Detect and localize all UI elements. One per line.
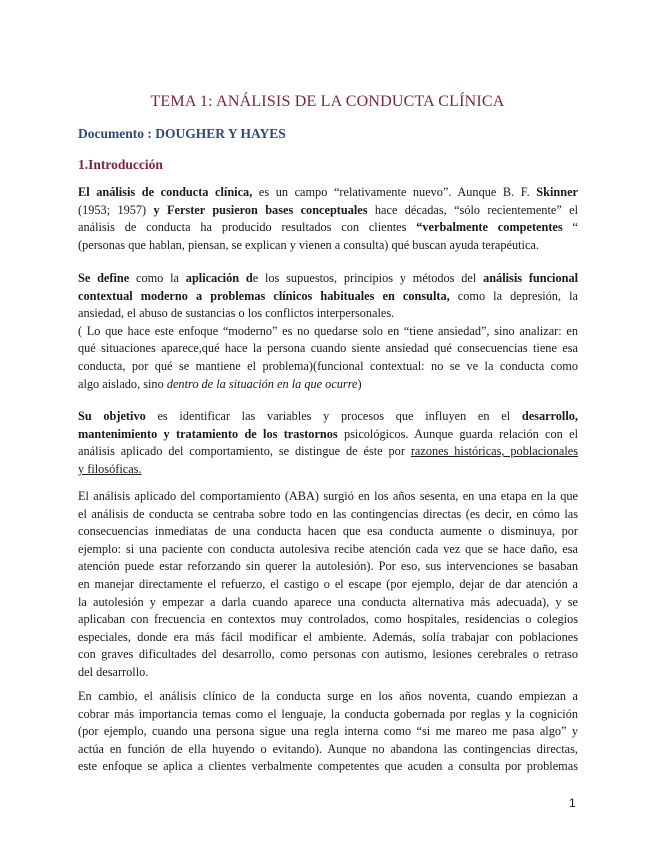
text-line: y filosóficas. — [78, 461, 142, 476]
text-line: (por ejemplo, cuando una persona sigue una regla interna como “si me mareo me pasa algo” y — [78, 724, 578, 739]
text-line: aplicaban con frecuencia en contextos muy controlados, como hospitales, residencias o colegios — [78, 612, 578, 627]
text-line: este enfoque se aplica a clientes verbalmente competentes que acuden a consulta por problemas — [78, 759, 578, 774]
text-line: consecuencias inmediatas de una conducta hacen que esa conducta aumente o disminuya, por — [78, 524, 578, 539]
text-line: Se define como la aplicación de los supuestos, principios y métodos del análisis funcional — [78, 271, 579, 285]
text-line: atención puede estar reforzando sin querer la autolesión). Por eso, sus intervenciones se basaban — [78, 559, 578, 574]
text-line: qué situaciones aparece,qué hace la persona cuando siente ansiedad qué consecuencias tiene esa — [78, 341, 578, 356]
paragraph-clinical — [78, 688, 578, 776]
text-line: ( Lo que hace este enfoque “moderno” es no quedarse solo en “tiene ansiedad”, sino analizar: en — [78, 323, 578, 338]
text-line: El análisis de conducta clínica, es un campo “relativamente nuevo”. Aunque B. F. Skinner — [78, 185, 578, 199]
page-number: 1 — [569, 796, 576, 810]
text-line: (1953; 1957) y Ferster pusieron bases conceptuales hace décadas, “sólo recientemente” el — [78, 202, 578, 217]
text-line: el análisis de conducta se centraba sobre todo en las contingencias directas (es decir, en cómo las — [78, 506, 578, 521]
paragraph-aba — [78, 488, 578, 682]
text-line: Su objetivo es identificar las variables y procesos que influyen en el desarrollo, — [78, 409, 578, 423]
text-line: análisis de conducta ha producido resultados con clientes “verbalmente competentes “ — [78, 220, 578, 235]
text-line: con graves dificultades del desarrollo, como personas con autismo, lesiones cerebrales o retraso — [78, 647, 578, 662]
text-line: conducta, por qué se mantiene el problema)(funcional contextual: no se ve la conducta como — [78, 358, 578, 373]
paragraph-objective — [78, 408, 578, 478]
text-line: El análisis aplicado del comportamiento (ABA) surgió en los años sesenta, en una etapa en la que — [78, 489, 578, 503]
text-line: del desarrollo. — [78, 664, 149, 679]
text-line: En cambio, el análisis clínico de la conducta surge en los años noventa, cuando empiezan a — [78, 689, 578, 703]
text-line: ansiedad, el abuso de sustancias o los conflictos interpersonales. — [78, 306, 395, 321]
page-title: TEMA 1: ANÁLISIS DE LA CONDUCTA CLÍNICA — [150, 93, 505, 110]
text-line: cobrar más importancia temas como el lenguaje, la conducta gobernada por reglas y la cognición — [78, 706, 578, 721]
text-line: especiales, donde era más fácil modificar el ambiente. Además, solía trabajar con poblaciones — [78, 629, 578, 644]
document-reference: Documento : DOUGHER Y HAYES — [78, 126, 286, 141]
text-line: análisis aplicado del comportamiento, se distingue de éste por razones históricas, poblacionales — [78, 444, 579, 459]
paragraph-intro — [78, 184, 578, 254]
text-line: mantenimiento y tratamiento de los trastornos psicológicos. Aunque guarda relación con el — [78, 426, 578, 441]
paragraph-definition — [78, 270, 578, 393]
text-line: (personas que hablan, piensan, se explican y vienen a consulta) qué buscan ayuda terapéutica. — [78, 237, 539, 252]
text-line: ejemplo: si una paciente con conducta autolesiva recibe atención cada vez que se hace daño, esa — [78, 541, 578, 556]
section-heading: 1.Introducción — [78, 157, 163, 172]
text-line: la autolesión y empezar a darla cuando aparece una conducta alternativa más adecuada), y se — [78, 594, 578, 609]
text-line: actúa en función de ella huyendo o evitando). Aunque no abandona las contingencias directas, — [78, 741, 578, 756]
text-line: contextual moderno a problemas clínicos habituales en consulta, como la depresión, la — [78, 288, 578, 303]
text-line: en manejar directamente el refuerzo, el castigo o el escape (por ejemplo, dejar de dar atención a — [78, 576, 578, 591]
text-line: algo aislado, sino dentro de la situación en la que ocurre) — [78, 376, 362, 391]
